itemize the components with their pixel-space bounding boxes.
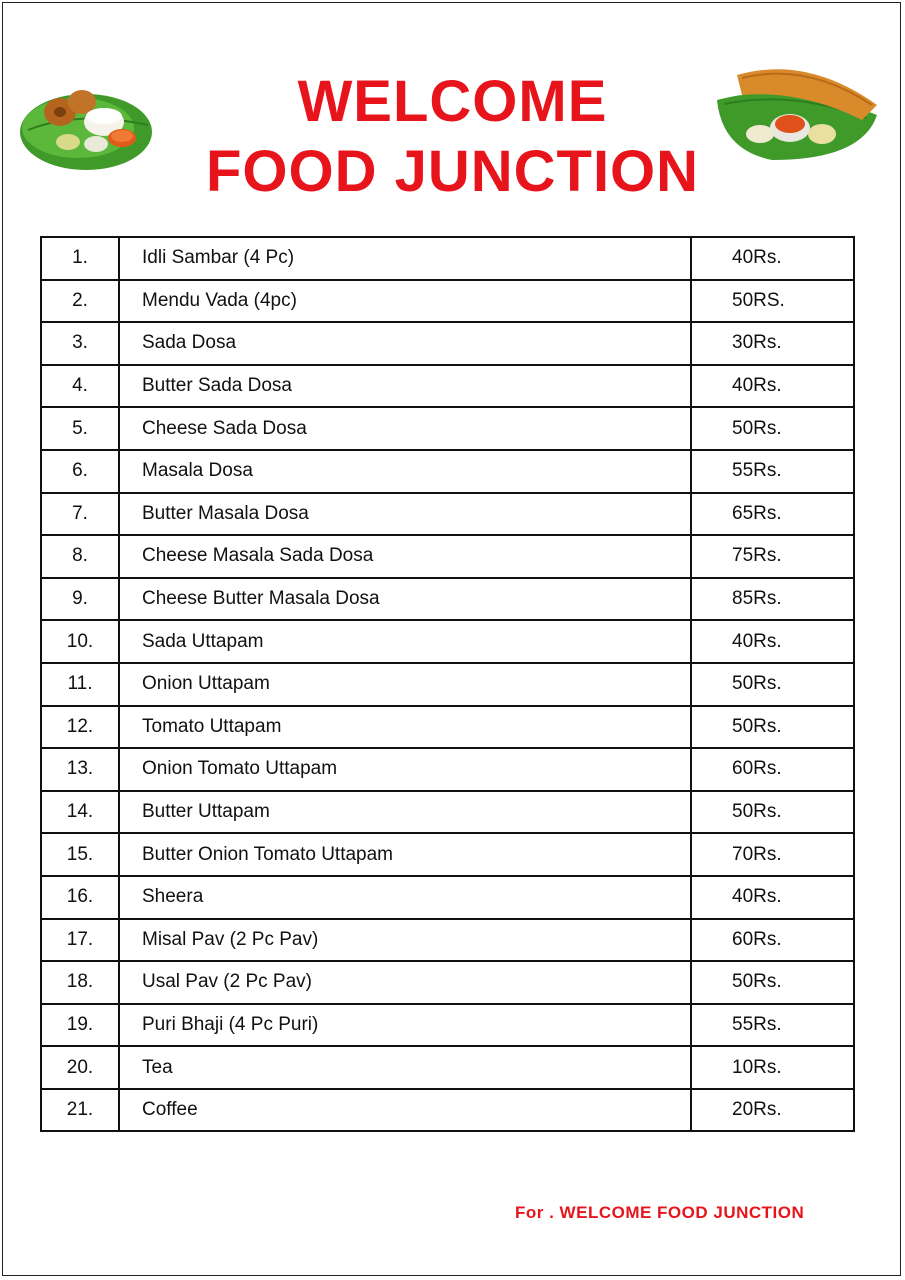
menu-item-name: Butter Onion Tomato Uttapam bbox=[119, 833, 691, 876]
menu-item-name: Tomato Uttapam bbox=[119, 706, 691, 749]
menu-item-price: 60Rs. bbox=[691, 919, 854, 962]
menu-item-number: 2. bbox=[41, 280, 119, 323]
menu-row bbox=[41, 833, 854, 876]
menu-item-name: Masala Dosa bbox=[119, 450, 691, 493]
menu-item-number: 11. bbox=[41, 663, 119, 706]
footer-signature: For . WELCOME FOOD JUNCTION bbox=[515, 1203, 805, 1222]
menu-item-name: Idli Sambar (4 Pc) bbox=[119, 237, 691, 280]
menu-item-price: 50Rs. bbox=[691, 791, 854, 834]
menu-table bbox=[40, 236, 855, 1132]
menu-item-price: 50Rs. bbox=[691, 961, 854, 1004]
menu-item-price: 40Rs. bbox=[691, 876, 854, 919]
menu-item-number: 20. bbox=[41, 1046, 119, 1089]
menu-item-name: Misal Pav (2 Pc Pav) bbox=[119, 919, 691, 962]
menu-item-number: 19. bbox=[41, 1004, 119, 1047]
menu-item-name: Sada Dosa bbox=[119, 322, 691, 365]
menu-item-price: 50Rs. bbox=[691, 706, 854, 749]
menu-item-name: Mendu Vada (4pc) bbox=[119, 280, 691, 323]
menu-item-number: 5. bbox=[41, 407, 119, 450]
menu-item-number: 7. bbox=[41, 493, 119, 536]
menu-row bbox=[41, 919, 854, 962]
menu-item-name: Usal Pav (2 Pc Pav) bbox=[119, 961, 691, 1004]
menu-item-number: 15. bbox=[41, 833, 119, 876]
menu-item-name: Butter Uttapam bbox=[119, 791, 691, 834]
menu-item-name: Onion Uttapam bbox=[119, 663, 691, 706]
menu-item-number: 13. bbox=[41, 748, 119, 791]
title-welcome: WELCOME bbox=[297, 69, 608, 134]
menu-item-price: 65Rs. bbox=[691, 493, 854, 536]
menu-row bbox=[41, 1089, 854, 1132]
menu-item-name: Butter Masala Dosa bbox=[119, 493, 691, 536]
menu-row bbox=[41, 407, 854, 450]
menu-item-price: 85Rs. bbox=[691, 578, 854, 621]
menu-item-price: 40Rs. bbox=[691, 237, 854, 280]
menu-item-number: 1. bbox=[41, 237, 119, 280]
menu-item-number: 18. bbox=[41, 961, 119, 1004]
menu-item-price: 50RS. bbox=[691, 280, 854, 323]
menu-item-name: Coffee bbox=[119, 1089, 691, 1132]
menu-item-number: 10. bbox=[41, 620, 119, 663]
menu-item-price: 55Rs. bbox=[691, 1004, 854, 1047]
menu-item-price: 30Rs. bbox=[691, 322, 854, 365]
menu-item-number: 9. bbox=[41, 578, 119, 621]
menu-item-name: Onion Tomato Uttapam bbox=[119, 748, 691, 791]
menu-item-number: 6. bbox=[41, 450, 119, 493]
menu-row bbox=[41, 322, 854, 365]
menu-item-number: 16. bbox=[41, 876, 119, 919]
menu-item-number: 3. bbox=[41, 322, 119, 365]
menu-item-price: 50Rs. bbox=[691, 663, 854, 706]
menu-item-number: 4. bbox=[41, 365, 119, 408]
menu-item-name: Cheese Masala Sada Dosa bbox=[119, 535, 691, 578]
menu-row bbox=[41, 1004, 854, 1047]
menu-item-price: 10Rs. bbox=[691, 1046, 854, 1089]
menu-row bbox=[41, 876, 854, 919]
menu-row bbox=[41, 620, 854, 663]
menu-row bbox=[41, 535, 854, 578]
menu-row bbox=[41, 578, 854, 621]
menu-row bbox=[41, 493, 854, 536]
menu-item-price: 70Rs. bbox=[691, 833, 854, 876]
title-food-junction: FOOD JUNCTION bbox=[205, 139, 700, 204]
menu-row bbox=[41, 1046, 854, 1089]
menu-item-number: 17. bbox=[41, 919, 119, 962]
menu-row bbox=[41, 450, 854, 493]
menu-item-name: Cheese Butter Masala Dosa bbox=[119, 578, 691, 621]
menu-item-price: 40Rs. bbox=[691, 365, 854, 408]
menu-row bbox=[41, 791, 854, 834]
menu-row bbox=[41, 365, 854, 408]
menu-row bbox=[41, 961, 854, 1004]
menu-row bbox=[41, 706, 854, 749]
menu-item-price: 20Rs. bbox=[691, 1089, 854, 1132]
menu-row bbox=[41, 237, 854, 280]
menu-item-price: 55Rs. bbox=[691, 450, 854, 493]
menu-item-number: 12. bbox=[41, 706, 119, 749]
menu-row bbox=[41, 663, 854, 706]
menu-row bbox=[41, 748, 854, 791]
menu-item-price: 60Rs. bbox=[691, 748, 854, 791]
menu-item-name: Butter Sada Dosa bbox=[119, 365, 691, 408]
menu-item-price: 75Rs. bbox=[691, 535, 854, 578]
menu-item-name: Sada Uttapam bbox=[119, 620, 691, 663]
menu-item-name: Sheera bbox=[119, 876, 691, 919]
menu-row bbox=[41, 280, 854, 323]
menu-item-number: 8. bbox=[41, 535, 119, 578]
menu-item-number: 21. bbox=[41, 1089, 119, 1132]
menu-item-name: Cheese Sada Dosa bbox=[119, 407, 691, 450]
menu-item-price: 50Rs. bbox=[691, 407, 854, 450]
menu-item-name: Puri Bhaji (4 Pc Puri) bbox=[119, 1004, 691, 1047]
menu-item-price: 40Rs. bbox=[691, 620, 854, 663]
menu-item-number: 14. bbox=[41, 791, 119, 834]
menu-item-name: Tea bbox=[119, 1046, 691, 1089]
